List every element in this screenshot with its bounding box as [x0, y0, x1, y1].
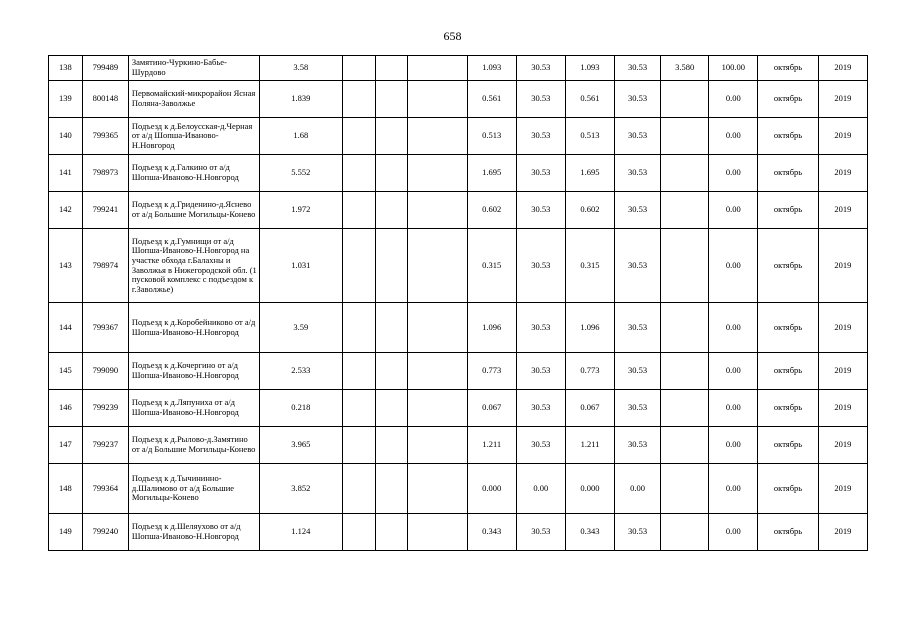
value-cell: 0.315 [565, 229, 614, 303]
empty-cell [408, 81, 467, 118]
empty-cell [375, 155, 408, 192]
percent-cell: 0.00 [709, 353, 758, 390]
row-number-cell: 149 [49, 514, 83, 551]
month-cell: октябрь [758, 56, 818, 81]
empty-cell [342, 303, 375, 353]
road-name-cell: Подъезд к д.Тычининно-д.Шалимово от а/д Большие Могильцы-Конево [128, 464, 259, 514]
row-number-cell: 141 [49, 155, 83, 192]
value-cell: 0.561 [467, 81, 516, 118]
value-cell [661, 192, 709, 229]
empty-cell [375, 390, 408, 427]
road-name-cell: Первомайский-микрорайон Ясная Поляна-Заволжье [128, 81, 259, 118]
empty-cell [408, 464, 467, 514]
value-cell: 3.580 [661, 56, 709, 81]
percent-cell: 30.53 [516, 514, 565, 551]
table-row [49, 353, 868, 390]
empty-cell [342, 192, 375, 229]
road-name-cell: Подъезд к д.Гумнищи от а/д Шопша-Иваново-Н.Новгород на участке обхода г.Балахны и Заволжья в Нижегородской обл. (1 пусковой комплекс с подъездом к г.Заволжье) [128, 229, 259, 303]
year-cell: 2019 [818, 353, 867, 390]
road-code-cell: 800148 [82, 81, 128, 118]
road-code-cell: 798974 [82, 229, 128, 303]
road-code-cell: 799364 [82, 464, 128, 514]
road-length-cell: 2.533 [259, 353, 342, 390]
percent-cell: 0.00 [709, 192, 758, 229]
value-cell [661, 514, 709, 551]
percent-cell: 30.53 [516, 427, 565, 464]
value-cell: 1.211 [565, 427, 614, 464]
empty-cell [375, 427, 408, 464]
table-row [49, 303, 868, 353]
percent-cell: 0.00 [709, 303, 758, 353]
empty-cell [342, 390, 375, 427]
value-cell: 0.513 [565, 118, 614, 155]
value-cell: 1.211 [467, 427, 516, 464]
value-cell [661, 81, 709, 118]
value-cell: 0.602 [565, 192, 614, 229]
table-row [49, 192, 868, 229]
table-row [49, 81, 868, 118]
percent-cell: 0.00 [709, 155, 758, 192]
percent-cell: 30.53 [615, 514, 661, 551]
table-row [49, 118, 868, 155]
table-row [49, 229, 868, 303]
empty-cell [375, 81, 408, 118]
road-name-cell: Замятино-Чуркино-Бабье-Шурдово [128, 56, 259, 81]
year-cell: 2019 [818, 81, 867, 118]
percent-cell: 30.53 [615, 56, 661, 81]
table-row [49, 514, 868, 551]
year-cell: 2019 [818, 464, 867, 514]
empty-cell [342, 514, 375, 551]
empty-cell [375, 118, 408, 155]
value-cell: 0.343 [467, 514, 516, 551]
road-code-cell: 799241 [82, 192, 128, 229]
value-cell [661, 353, 709, 390]
percent-cell: 30.53 [516, 303, 565, 353]
year-cell: 2019 [818, 118, 867, 155]
percent-cell: 0.00 [709, 390, 758, 427]
road-name-cell: Подъезд к д.Белоусская-д.Черная от а/д Шопша-Иваново-Н.Новгород [128, 118, 259, 155]
value-cell: 1.093 [565, 56, 614, 81]
road-name-cell: Подъезд к д.Ляпуниха от а/д Шопша-Иваново-Н.Новгород [128, 390, 259, 427]
row-number-cell: 146 [49, 390, 83, 427]
road-length-cell: 3.965 [259, 427, 342, 464]
percent-cell: 100.00 [709, 56, 758, 81]
percent-cell: 30.53 [615, 353, 661, 390]
percent-cell: 0.00 [709, 464, 758, 514]
table-body [49, 56, 868, 551]
road-length-cell: 1.124 [259, 514, 342, 551]
road-length-cell: 1.972 [259, 192, 342, 229]
empty-cell [408, 303, 467, 353]
empty-cell [375, 192, 408, 229]
empty-cell [375, 56, 408, 81]
road-length-cell: 3.852 [259, 464, 342, 514]
value-cell: 0.000 [565, 464, 614, 514]
row-number-cell: 140 [49, 118, 83, 155]
value-cell: 0.315 [467, 229, 516, 303]
empty-cell [375, 229, 408, 303]
roads-table [48, 55, 868, 551]
percent-cell: 30.53 [615, 155, 661, 192]
row-number-cell: 145 [49, 353, 83, 390]
row-number-cell: 148 [49, 464, 83, 514]
year-cell: 2019 [818, 192, 867, 229]
month-cell: октябрь [758, 514, 818, 551]
road-name-cell: Подъезд к д.Гриденино-д.Яснево от а/д Большие Могильцы-Конево [128, 192, 259, 229]
empty-cell [375, 303, 408, 353]
road-code-cell: 799367 [82, 303, 128, 353]
value-cell [661, 390, 709, 427]
row-number-cell: 144 [49, 303, 83, 353]
year-cell: 2019 [818, 56, 867, 81]
percent-cell: 30.53 [615, 229, 661, 303]
value-cell: 0.773 [467, 353, 516, 390]
percent-cell: 30.53 [516, 81, 565, 118]
road-name-cell: Подъезд к д.Кочергино от а/д Шопша-Иваново-Н.Новгород [128, 353, 259, 390]
percent-cell: 30.53 [516, 155, 565, 192]
percent-cell: 30.53 [516, 353, 565, 390]
percent-cell: 0.00 [709, 118, 758, 155]
empty-cell [408, 192, 467, 229]
value-cell: 0.513 [467, 118, 516, 155]
road-code-cell: 799365 [82, 118, 128, 155]
month-cell: октябрь [758, 353, 818, 390]
empty-cell [408, 390, 467, 427]
value-cell [661, 118, 709, 155]
empty-cell [408, 118, 467, 155]
row-number-cell: 142 [49, 192, 83, 229]
empty-cell [408, 229, 467, 303]
percent-cell: 0.00 [615, 464, 661, 514]
value-cell: 0.561 [565, 81, 614, 118]
empty-cell [342, 118, 375, 155]
road-code-cell: 799489 [82, 56, 128, 81]
value-cell: 0.343 [565, 514, 614, 551]
road-name-cell: Подъезд к д.Шеляухово от а/д Шопша-Иваново-Н.Новгород [128, 514, 259, 551]
percent-cell: 30.53 [516, 229, 565, 303]
percent-cell: 30.53 [615, 192, 661, 229]
value-cell [661, 303, 709, 353]
month-cell: октябрь [758, 427, 818, 464]
percent-cell: 0.00 [709, 514, 758, 551]
empty-cell [342, 427, 375, 464]
year-cell: 2019 [818, 303, 867, 353]
percent-cell: 0.00 [709, 81, 758, 118]
year-cell: 2019 [818, 155, 867, 192]
month-cell: октябрь [758, 118, 818, 155]
road-code-cell: 799090 [82, 353, 128, 390]
value-cell: 0.602 [467, 192, 516, 229]
row-number-cell: 147 [49, 427, 83, 464]
percent-cell: 30.53 [516, 192, 565, 229]
percent-cell: 30.53 [516, 56, 565, 81]
empty-cell [408, 427, 467, 464]
value-cell: 1.695 [565, 155, 614, 192]
road-length-cell: 1.031 [259, 229, 342, 303]
percent-cell: 30.53 [615, 427, 661, 464]
table-row [49, 56, 868, 81]
empty-cell [342, 353, 375, 390]
percent-cell: 0.00 [516, 464, 565, 514]
road-name-cell: Подъезд к д.Галкино от а/д Шопша-Иваново-Н.Новгород [128, 155, 259, 192]
road-name-cell: Подъезд к д.Рылово-д.Замятино от а/д Большие Могильцы-Конево [128, 427, 259, 464]
value-cell [661, 464, 709, 514]
row-number-cell: 138 [49, 56, 83, 81]
month-cell: октябрь [758, 390, 818, 427]
value-cell: 1.695 [467, 155, 516, 192]
empty-cell [342, 229, 375, 303]
road-code-cell: 799240 [82, 514, 128, 551]
empty-cell [408, 56, 467, 81]
empty-cell [375, 514, 408, 551]
table-row [49, 390, 868, 427]
percent-cell: 30.53 [615, 303, 661, 353]
percent-cell: 30.53 [615, 81, 661, 118]
value-cell [661, 427, 709, 464]
empty-cell [342, 81, 375, 118]
page-number: 658 [443, 29, 462, 43]
percent-cell: 30.53 [615, 390, 661, 427]
month-cell: октябрь [758, 192, 818, 229]
row-number-cell: 143 [49, 229, 83, 303]
road-length-cell: 1.68 [259, 118, 342, 155]
table-row [49, 155, 868, 192]
road-length-cell: 0.218 [259, 390, 342, 427]
month-cell: октябрь [758, 303, 818, 353]
road-length-cell: 5.552 [259, 155, 342, 192]
road-length-cell: 3.58 [259, 56, 342, 81]
value-cell: 1.096 [565, 303, 614, 353]
value-cell [661, 155, 709, 192]
road-code-cell: 798973 [82, 155, 128, 192]
table-row [49, 464, 868, 514]
percent-cell: 0.00 [709, 229, 758, 303]
road-code-cell: 799239 [82, 390, 128, 427]
value-cell: 0.773 [565, 353, 614, 390]
empty-cell [375, 353, 408, 390]
table-row [49, 427, 868, 464]
empty-cell [375, 464, 408, 514]
road-length-cell: 1.839 [259, 81, 342, 118]
empty-cell [342, 464, 375, 514]
empty-cell [408, 353, 467, 390]
month-cell: октябрь [758, 229, 818, 303]
value-cell: 0.067 [467, 390, 516, 427]
percent-cell: 0.00 [709, 427, 758, 464]
row-number-cell: 139 [49, 81, 83, 118]
value-cell: 1.096 [467, 303, 516, 353]
percent-cell: 30.53 [615, 118, 661, 155]
year-cell: 2019 [818, 390, 867, 427]
empty-cell [342, 155, 375, 192]
percent-cell: 30.53 [516, 390, 565, 427]
value-cell [661, 229, 709, 303]
year-cell: 2019 [818, 514, 867, 551]
empty-cell [408, 155, 467, 192]
value-cell: 1.093 [467, 56, 516, 81]
month-cell: октябрь [758, 155, 818, 192]
value-cell: 0.000 [467, 464, 516, 514]
year-cell: 2019 [818, 229, 867, 303]
year-cell: 2019 [818, 427, 867, 464]
road-name-cell: Подъезд к д.Коробейниково от а/д Шопша-Иваново-Н.Новгород [128, 303, 259, 353]
road-code-cell: 799237 [82, 427, 128, 464]
value-cell: 0.067 [565, 390, 614, 427]
month-cell: октябрь [758, 81, 818, 118]
month-cell: октябрь [758, 464, 818, 514]
empty-cell [408, 514, 467, 551]
percent-cell: 30.53 [516, 118, 565, 155]
empty-cell [342, 56, 375, 81]
road-length-cell: 3.59 [259, 303, 342, 353]
